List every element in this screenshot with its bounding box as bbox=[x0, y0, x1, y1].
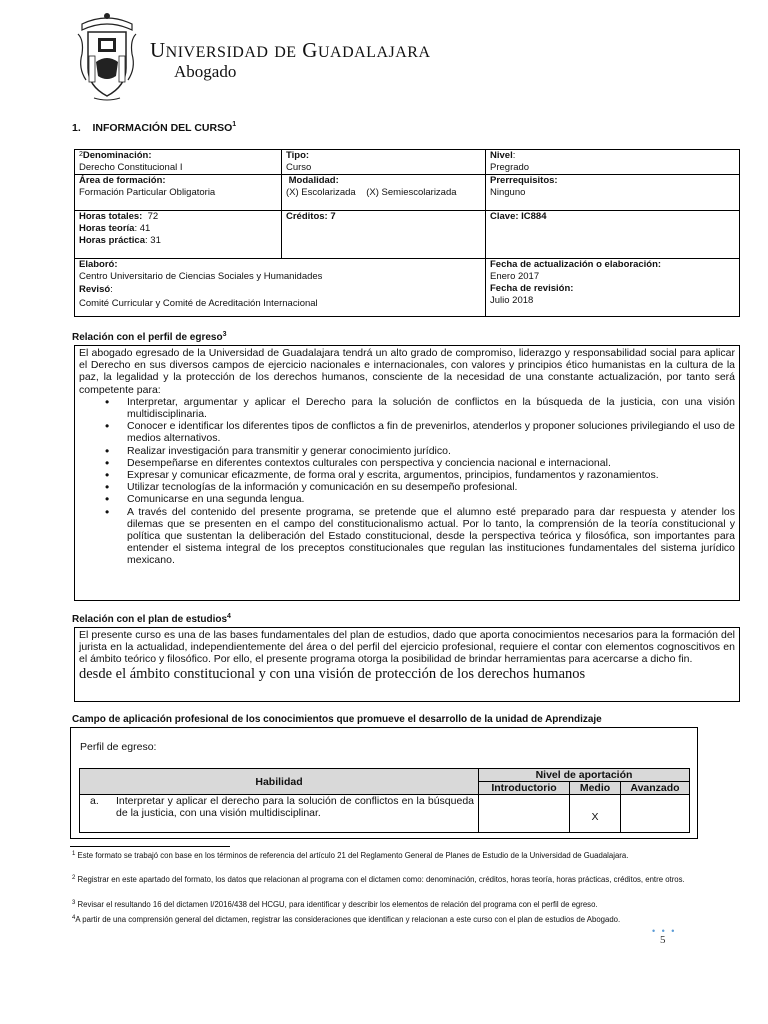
list-item: • Desempeñarse en diferentes contextos culturales con perspectiva y conciencia nacional e internacional. bbox=[127, 457, 735, 469]
footnote: $^2$ Registrar en este apartado del formato, los datos que relacionan al programa con el dictamen como: denominación, créditos, horas teoría, horas prácticas, créditos, entre otros. bbox=[72, 875, 685, 884]
col-introductorio: Introductorio bbox=[479, 782, 570, 795]
perfil-box bbox=[74, 345, 740, 601]
plan-box bbox=[74, 627, 740, 702]
row-letter: a. bbox=[90, 795, 99, 807]
cell-medio: X bbox=[570, 795, 621, 833]
university-seal bbox=[74, 10, 140, 102]
career-name: Abogado bbox=[174, 62, 237, 81]
page-number: 5 bbox=[660, 934, 666, 946]
list-item: • Interpretar, argumentar y aplicar el Derecho para la solución de conflictos en la búsqueda de la justicia, con una visión multidisciplinaria. bbox=[127, 396, 735, 420]
plan-heading: Relación con el plan de estudios$^4$ bbox=[72, 613, 231, 625]
list-item: • Utilizar tecnologías de la información y comunicación en su desempeño profesional. bbox=[127, 481, 735, 493]
course-info-table: $^2$Denominación: Derecho Constitucional I Tipo: Curso Nivel: Pregrado Área de formación: Formación Particular Obligatoria Modalidad: (X) Escolarizada (X) Semiescolarizada Prerrequisitos: Ninguno Horas totales: 72 Horas teoría: 41 Horas práctica: 31 Créditos: 7 Clave: IC884 Elaboró: Centro Universitario de Ciencias Sociales y Humanidades Revisó: Comité Curricular y Comité de Acreditación Internacional Fecha de actualización o elaboración: Enero 2017 Fecha de revisión: Julio 2018 bbox=[74, 149, 740, 317]
list-item: • Expresar y comunicar eficazmente, de forma oral y escrita, argumentos, principios, fundamentos y razonamientos. bbox=[127, 469, 735, 481]
perfil-heading: Relación con el perfil de egreso$^3$ bbox=[72, 331, 227, 343]
campo-heading: Campo de aplicación profesional de los conocimientos que promueve el desarrollo de la unidad de Aprendizaje bbox=[72, 714, 602, 725]
footnote: $^3$ Revisar el resultando 16 del dictamen I/2016/438 del HCGU, para identificar y describir los elementos de relación del programa con el perfil de egreso. bbox=[72, 900, 598, 909]
list-item: • Realizar investigación para transmitir y generar conocimiento jurídico. bbox=[127, 445, 735, 457]
footnote: $^1$ Este formato se trabajó con base en los términos de referencia del artículo 21 del Reglamento General de Planes de Estudio de la Universidad de Guadalajara. bbox=[72, 851, 629, 860]
footnote-separator bbox=[70, 846, 230, 847]
col-nivel: Nivel de aportación bbox=[479, 769, 690, 782]
list-item: • Comunicarse en una segunda lengua. bbox=[127, 493, 735, 505]
cell-intro bbox=[479, 795, 570, 833]
table-row bbox=[80, 795, 690, 833]
col-medio: Medio bbox=[570, 782, 621, 795]
page-decoration-dots: • • • bbox=[652, 926, 677, 936]
plan-text: El presente curso es una de las bases fundamentales del plan de estudios, dado que aporta conocimientos necesarios para la formación del jurista en la actualidad, independientemente del área o del perfil del ejercicio profesional, requiere el contar con elementos cognoscitivos en el ámbito teórico y filosófico. Por ello, el presente programa otorga la posibilidad de brindar herramientas para acercarse a dicho fin. bbox=[79, 629, 735, 666]
col-avanzado: Avanzado bbox=[621, 782, 690, 795]
list-item: • A través del contenido del presente programa, se pretende que el alumno esté preparado para dar respuesta y atender los dilemas que se presenten en el campo del constitucionalismo actual. Por lo tanto, la comprensión de la teoría constitucional y política que sustentan la deliberación del Estado constitucional, desde la perspectiva teórica y filosófica, son importantes para entender el sistema integral de los preceptos constitucionales que regulan las instituciones fundamentales del sistema jurídico mexicano. bbox=[127, 506, 735, 567]
cell-avanzado bbox=[621, 795, 690, 833]
perfil-intro: El abogado egresado de la Universidad de Guadalajara tendrá un alto grado de compromiso, liderazgo y responsabilidad social para aplicar el Derecho en sus diversos campos de ejercicio nacionales e internacionales, con valores y principios ético humanistas en la cultura de la paz, la legalidad y la protección de los derechos humanos, consciente de la necesidad de una constante actualización, por tanto será competente para: bbox=[79, 347, 735, 396]
list-item: • Conocer e identificar los diferentes tipos de conflictos a fin de prevenirlos, atenderlos y proponer soluciones privilegiando el uso de medios alternativos. bbox=[127, 420, 735, 444]
perfil-list bbox=[79, 396, 735, 567]
section-title: 1. INFORMACIÓN DEL CURSO$^1$ bbox=[72, 121, 237, 134]
habilidad-table bbox=[79, 768, 690, 833]
plan-serif-line: desde el ámbito constitucional y con una visión de protección de los derechos humanos bbox=[79, 665, 586, 682]
university-name: UNIVERSIDAD DE GUADALAJARA bbox=[150, 38, 431, 62]
row-text: Interpretar y aplicar el derecho para la solución de conflictos en la búsqueda de la justicia, con una visión multidisciplinar. bbox=[116, 795, 474, 820]
perfil-egreso-label: Perfil de egreso: bbox=[80, 741, 157, 753]
footnote: $^4$A partir de una comprensión general del dictamen, registrar las consideraciones que identifican y relacionan a este curso con el plan de estudios de Abogado. bbox=[72, 915, 621, 924]
col-habilidad: Habilidad bbox=[80, 769, 479, 795]
